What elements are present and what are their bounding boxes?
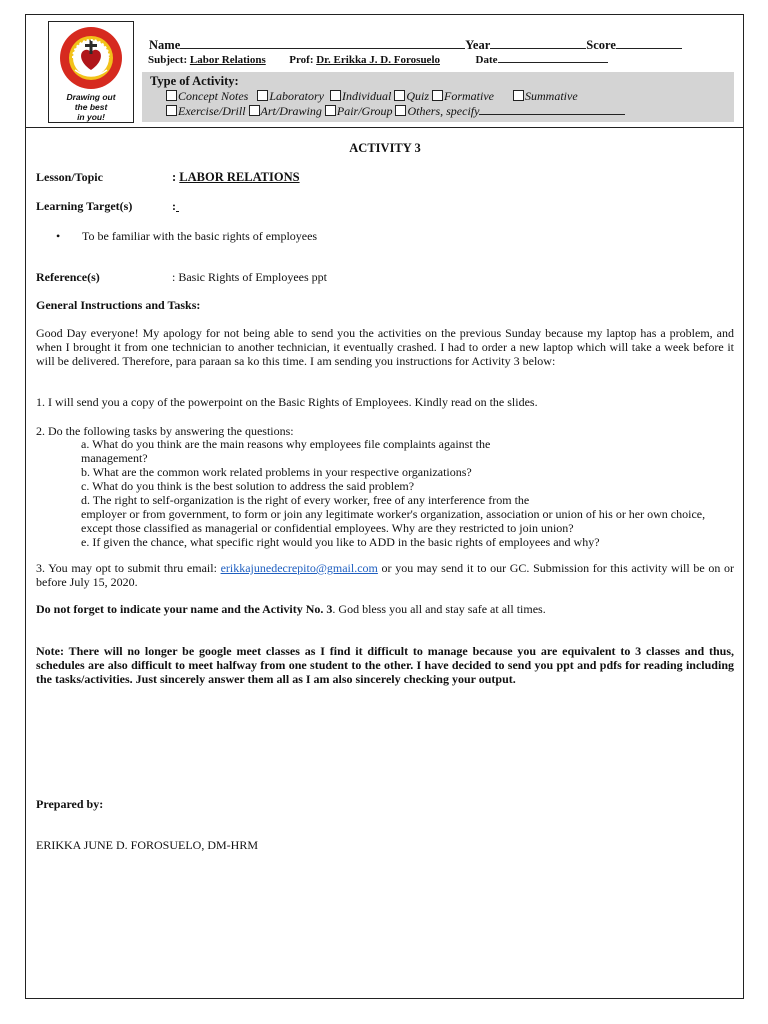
option-exercise-drill: Exercise/Drill [178, 104, 246, 118]
learning-target-bullet: To be familiar with the basic rights of employees [82, 229, 318, 243]
motto-line-1: Drawing out [66, 92, 116, 102]
option-formative: Formative [444, 89, 495, 103]
step-2: 2. Do the following tasks by answering the questions: [36, 424, 294, 438]
checkbox-quiz[interactable] [394, 90, 405, 101]
question-b: b. What are the common work related problems in your respective organizations? [81, 465, 472, 479]
step-3 [36, 561, 734, 589]
activity-type-row-1 [166, 89, 578, 104]
option-pair-group: Pair/Group [336, 104, 393, 118]
subject-label: Subject: [148, 54, 188, 66]
subject-prof-date-row [148, 53, 728, 66]
option-laboratory: Laboratory [269, 89, 325, 103]
step-3-text-after: or you may send it to our GC. Submission for this activity will be on or before July 15, 2020. [36, 561, 734, 589]
school-seal-logo [59, 26, 123, 90]
preparer-name: ERIKKA JUNE D. FOROSUELO, DM-HRM [36, 838, 259, 852]
motto-line-2: the best [74, 102, 108, 112]
checkbox-pair-group[interactable] [325, 105, 336, 116]
checkbox-art-drawing[interactable] [249, 105, 260, 116]
sheet-header [26, 15, 743, 128]
question-d-cont: employer or from government, to form or join any legitimate worker's organization, association or union of his or her own choice, except those classified as managerial or confidential employees. Why are they restricted to join union? [81, 507, 706, 535]
submission-email-link[interactable]: erikkajunedecrepito@gmail.com [220, 561, 378, 575]
learning-target-colon: : [172, 199, 176, 213]
checkbox-others[interactable] [395, 105, 406, 116]
prof-value: Dr. Erikka J. D. Forosuelo [316, 54, 440, 66]
option-concept-notes: Concept Notes [178, 89, 249, 103]
prof-label: Prof: [289, 54, 314, 66]
year-blank[interactable] [490, 37, 586, 49]
reminder-bold: Do not forget to indicate your name and the Activity No. 3 [36, 602, 333, 616]
activity-title: ACTIVITY 3 [349, 141, 421, 155]
reference-value: Basic Rights of Employees ppt [178, 270, 327, 284]
checkbox-individual[interactable] [330, 90, 341, 101]
option-others-specify: Others, specify [407, 104, 480, 118]
checkbox-summative[interactable] [513, 90, 524, 101]
subject-value: Labor Relations [189, 54, 266, 66]
question-a: a. What do you think are the main reasons why employees file complaints against the [81, 437, 491, 451]
question-e: e. If given the chance, what specific right would you like to ADD in the basic rights of employees and why? [81, 535, 600, 549]
option-individual: Individual [342, 89, 392, 103]
note-paragraph: Note: There will no longer be google meet classes as I find it difficult to manage because you are equivalent to 3 classes and thus, schedules are also difficult to meet halfway from one student to the other. I have decided to send you ppt and pdfs for reading including the tasks/activities. Just sincerely answer them all as I am also sincerely checking your output. [36, 644, 734, 686]
motto-line-3: in you! [77, 112, 105, 122]
date-label: Date [475, 54, 498, 66]
prepared-by-label: Prepared by: [36, 797, 104, 811]
reference-row: : Basic Rights of Employees ppt [172, 270, 327, 284]
bullet-dot: • [56, 229, 61, 243]
checkbox-laboratory[interactable] [257, 90, 268, 101]
name-blank[interactable] [180, 37, 465, 49]
checkbox-formative[interactable] [432, 90, 443, 101]
score-blank[interactable] [616, 37, 682, 49]
logo-box [48, 21, 134, 123]
question-c: c. What do you think is the best solution to address the said problem? [81, 479, 415, 493]
option-art-drawing: Art/Drawing [260, 104, 322, 118]
learning-target-label: Learning Target(s) [36, 199, 133, 213]
name-year-score-row [149, 37, 719, 53]
question-a-cont: management? [81, 451, 148, 465]
step-1: 1. I will send you a copy of the powerpoint on the Basic Rights of Employees. Kindly read on the slides. [36, 395, 538, 409]
school-motto [49, 92, 133, 122]
question-d: d. The right to self-organization is the right of every worker, free of any interference from the [81, 493, 530, 507]
option-quiz: Quiz [406, 89, 430, 103]
reminder-rest: . God bless you all and stay safe at all times. [332, 602, 546, 616]
lesson-topic-row: : LABOR RELATIONS [172, 170, 300, 184]
question-list [81, 437, 734, 549]
date-blank[interactable] [498, 53, 608, 63]
reference-label: Reference(s) [36, 270, 100, 284]
lesson-topic-label: Lesson/Topic [36, 170, 103, 184]
others-specify-blank[interactable] [479, 104, 625, 115]
checkbox-exercise-drill[interactable] [166, 105, 177, 116]
year-label: Year [465, 38, 491, 52]
option-summative: Summative [525, 89, 578, 103]
checkbox-concept-notes[interactable] [166, 90, 177, 101]
lesson-topic-value: LABOR RELATIONS [179, 170, 300, 184]
activity-type-box [142, 72, 734, 122]
intro-paragraph: Good Day everyone! My apology for not being able to send you the activities on the previous Sunday because my laptop has a problem, and when I brought it from one technician to another technician, it eventually crashed. I had to order a new laptop which will take a week before it will be delivered. Therefore, para paraan sa ko this time. I am sending you instructions for Activity 3 below: [36, 326, 734, 368]
score-label: Score [586, 38, 616, 52]
activity-sheet [25, 14, 744, 999]
step-3-text: 3. You may opt to submit thru email: [36, 561, 221, 575]
name-label: Name [149, 38, 181, 52]
activity-type-row-2 [166, 104, 625, 119]
instructions-heading: General Instructions and Tasks: [36, 298, 201, 312]
reminder [36, 602, 734, 616]
activity-type-title: Type of Activity: [150, 74, 239, 88]
